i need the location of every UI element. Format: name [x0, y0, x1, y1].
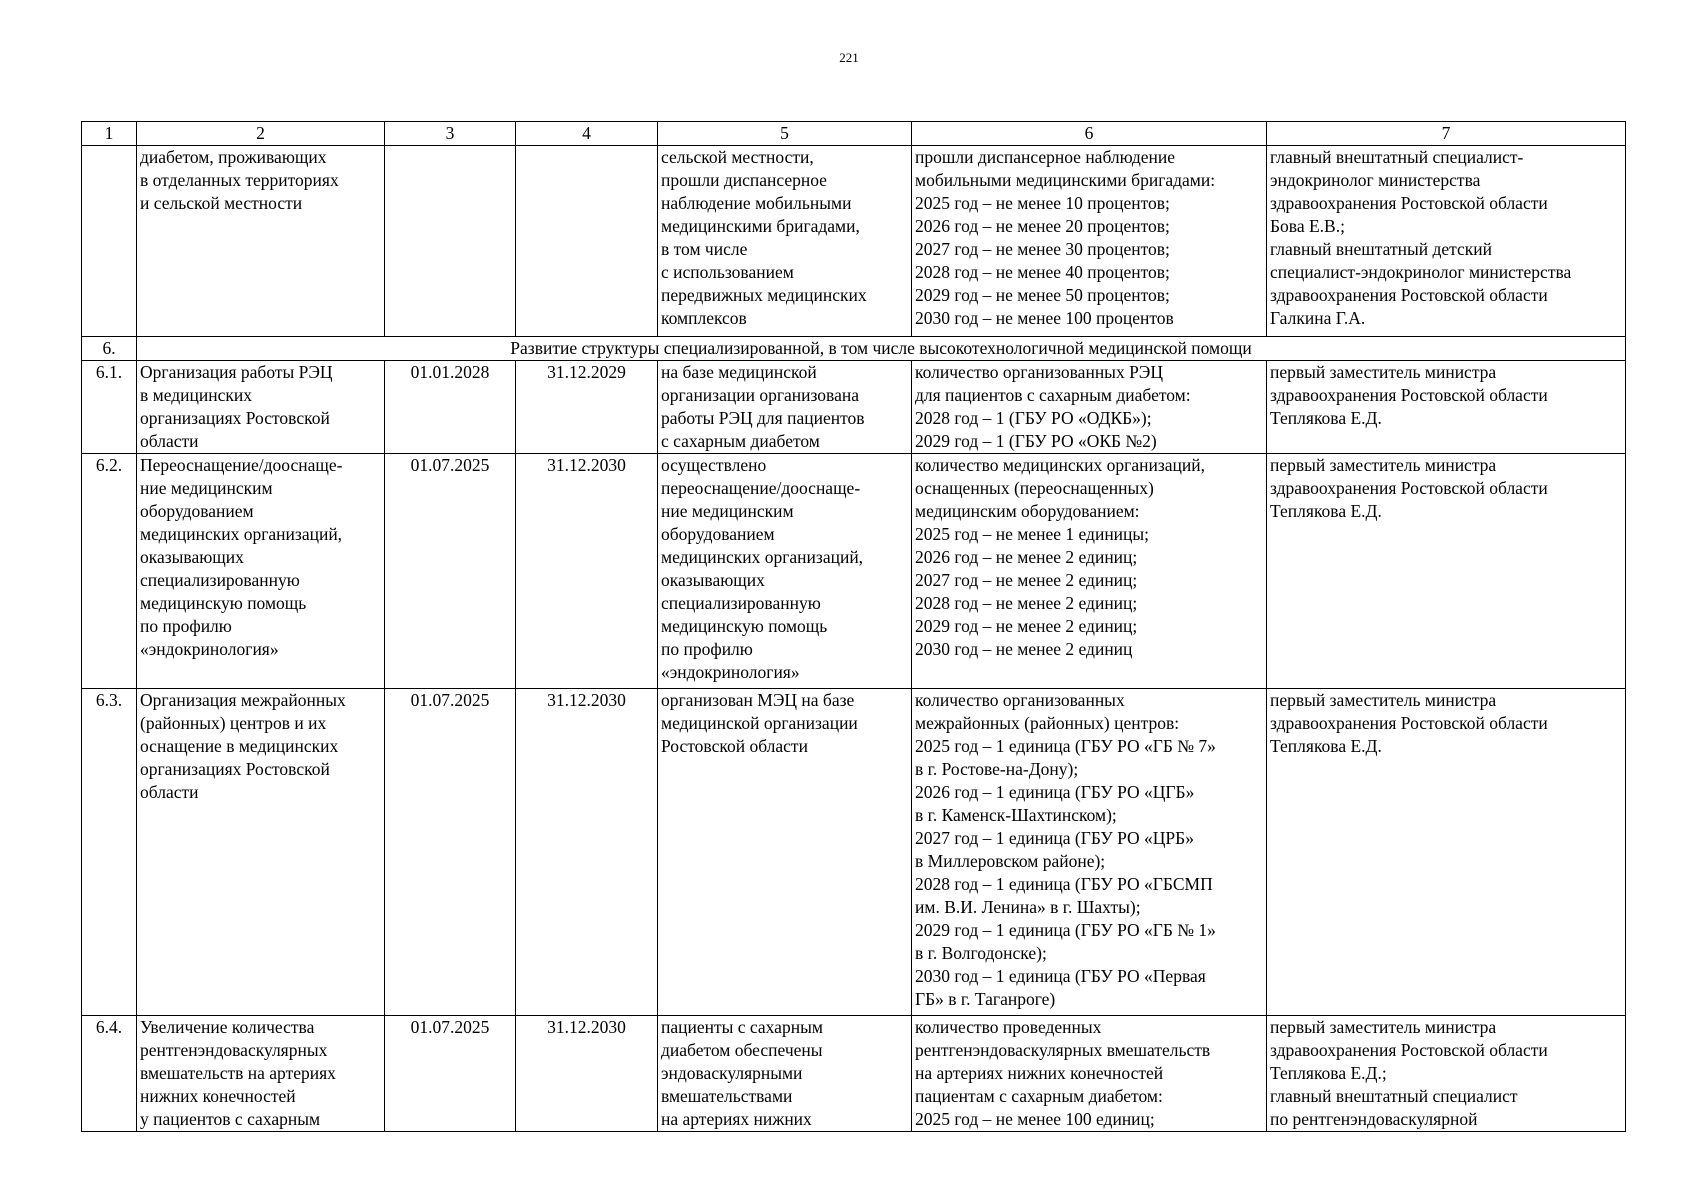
cell-line: оборудованием: [661, 524, 775, 544]
cell-line: 2028 год – не менее 40 процентов;: [915, 262, 1170, 282]
row-number: 6.: [82, 337, 137, 361]
cell-line: в Миллеровском районе);: [915, 851, 1106, 871]
expected-result: [658, 361, 912, 454]
cell-line: 2027 год – не менее 30 процентов;: [915, 239, 1170, 259]
cell-line: по рентгенэндоваскулярной: [1270, 1109, 1478, 1129]
table-row: [82, 361, 1626, 454]
cell-line: осуществлено: [661, 455, 767, 475]
cell-line: Теплякова Е.Д.;: [1270, 1063, 1387, 1083]
table-row: [82, 146, 1626, 337]
measure-name: [137, 454, 385, 689]
indicator: [912, 689, 1267, 1016]
cell-line: организациях Ростовской: [140, 759, 330, 779]
expected-result: [658, 689, 912, 1016]
cell-line: Галкина Г.А.: [1270, 308, 1366, 328]
cell-line: эндокринолог министерства: [1270, 170, 1481, 190]
indicator: [912, 361, 1267, 454]
cell-line: здравоохранения Ростовской области: [1270, 478, 1548, 498]
cell-line: Теплякова Е.Д.: [1270, 501, 1382, 521]
cell-line: 2025 год – не менее 1 единицы;: [915, 524, 1150, 544]
cell-line: на артериях нижних: [661, 1109, 812, 1129]
cell-line: прошли диспансерное: [661, 170, 827, 190]
cell-line: количество проведенных: [915, 1017, 1102, 1037]
cell-line: главный внештатный специалист-: [1270, 147, 1524, 167]
cell-line: Увеличение количества: [140, 1017, 315, 1037]
expected-result: [658, 1016, 912, 1132]
indicator: [912, 146, 1267, 337]
cell-line: 2025 год – не менее 100 единиц;: [915, 1109, 1155, 1129]
column-header: 4: [516, 122, 658, 146]
cell-line: главный внештатный специалист: [1270, 1086, 1518, 1106]
cell-line: первый заместитель министра: [1270, 455, 1497, 475]
cell-line: 2028 год – не менее 2 единиц;: [915, 593, 1138, 613]
cell-line: количество организованных РЭЦ: [915, 362, 1163, 382]
cell-line: по профилю: [140, 616, 232, 636]
cell-line: Переоснащение/дооснаще-: [140, 455, 343, 475]
cell-line: вмешательствами: [661, 1086, 793, 1106]
end-date: 31.12.2030: [516, 1016, 658, 1132]
cell-line: пациентам с сахарным диабетом:: [915, 1086, 1163, 1106]
cell-line: здравоохранения Ростовской области: [1270, 713, 1548, 733]
cell-line: оснащение в медицинских: [140, 736, 339, 756]
cell-line: специалист-эндокринолог министерства: [1270, 262, 1572, 282]
cell-line: первый заместитель министра: [1270, 690, 1497, 710]
cell-line: количество организованных: [915, 690, 1125, 710]
cell-line: 2025 год – не менее 10 процентов;: [915, 193, 1170, 213]
cell-line: «эндокринология»: [661, 662, 800, 682]
cell-line: количество медицинских организаций,: [915, 455, 1205, 475]
cell-line: в г. Ростове-на-Дону);: [915, 759, 1079, 779]
cell-line: межрайонных (районных) центров:: [915, 713, 1180, 733]
indicator: [912, 454, 1267, 689]
cell-line: оборудованием: [140, 501, 254, 521]
cell-line: медицинских организаций,: [661, 547, 864, 567]
cell-line: 2030 год – не менее 2 единиц: [915, 639, 1133, 659]
measures-table: [81, 121, 1626, 1132]
start-date: 01.01.2028: [385, 361, 516, 454]
section-row: [82, 337, 1626, 361]
cell-line: диабетом, проживающих: [140, 147, 327, 167]
start-date: 01.07.2025: [385, 454, 516, 689]
cell-line: диабетом обеспечены: [661, 1040, 823, 1060]
cell-line: Организация работы РЭЦ: [140, 362, 333, 382]
cell-line: на базе медицинской: [661, 362, 817, 382]
cell-line: 2028 год – 1 единица (ГБУ РО «ГБСМП: [915, 874, 1213, 894]
cell-line: медицинскую помощь: [661, 616, 828, 636]
row-number: 6.3.: [82, 689, 137, 1016]
responsible: [1267, 361, 1626, 454]
cell-line: ние медицинским: [140, 478, 273, 498]
expected-result: [658, 454, 912, 689]
column-header: 6: [912, 122, 1267, 146]
cell-line: области: [140, 782, 199, 802]
start-date: 01.07.2025: [385, 1016, 516, 1132]
cell-line: здравоохранения Ростовской области: [1270, 385, 1548, 405]
indicator: [912, 1016, 1267, 1132]
cell-line: на артериях нижних конечностей: [915, 1063, 1164, 1083]
start-date: 01.07.2025: [385, 689, 516, 1016]
cell-line: работы РЭЦ для пациентов: [661, 408, 865, 428]
cell-line: вмешательств на артериях: [140, 1063, 336, 1083]
cell-line: пациенты с сахарным: [661, 1017, 823, 1037]
column-header: 1: [82, 122, 137, 146]
cell-line: рентгенэндоваскулярных вмешательств: [915, 1040, 1211, 1060]
cell-line: комплексов: [661, 308, 747, 328]
cell-line: и сельской местности: [140, 193, 303, 213]
cell-line: медицинскими бригадами,: [661, 216, 860, 236]
cell-line: 2030 год – не менее 100 процентов: [915, 308, 1174, 328]
responsible: [1267, 146, 1626, 337]
cell-line: сельской местности,: [661, 147, 814, 167]
cell-line: в г. Каменск-Шахтинском);: [915, 805, 1117, 825]
cell-line: 2026 год – не менее 2 единиц;: [915, 547, 1138, 567]
column-header: 3: [385, 122, 516, 146]
cell-line: Теплякова Е.Д.: [1270, 408, 1382, 428]
cell-line: медицинскую помощь: [140, 593, 307, 613]
cell-line: 2026 год – 1 единица (ГБУ РО «ЦГБ»: [915, 782, 1195, 802]
page-number: 221: [839, 50, 859, 65]
table-header-row: [82, 122, 1626, 146]
cell-line: с использованием: [661, 262, 794, 282]
cell-line: здравоохранения Ростовской области: [1270, 1040, 1548, 1060]
end-date: [516, 146, 658, 337]
cell-line: оказывающих: [140, 547, 244, 567]
cell-line: главный внештатный детский: [1270, 239, 1493, 259]
row-number: 6.4.: [82, 1016, 137, 1132]
end-date: 31.12.2030: [516, 689, 658, 1016]
column-header: 2: [137, 122, 385, 146]
start-date: [385, 146, 516, 337]
cell-line: 2030 год – 1 единица (ГБУ РО «Первая: [915, 966, 1206, 986]
row-number: [82, 146, 137, 337]
cell-line: здравоохранения Ростовской области: [1270, 285, 1548, 305]
end-date: 31.12.2030: [516, 454, 658, 689]
cell-line: ние медицинским: [661, 501, 794, 521]
cell-line: 2027 год – 1 единица (ГБУ РО «ЦРБ»: [915, 828, 1194, 848]
cell-line: с сахарным диабетом: [661, 431, 820, 451]
column-header: 5: [658, 122, 912, 146]
cell-line: ГБ» в г. Таганроге): [915, 989, 1056, 1009]
measure-name: [137, 689, 385, 1016]
responsible: [1267, 689, 1626, 1016]
cell-line: им. В.И. Ленина» в г. Шахты);: [915, 897, 1141, 917]
cell-line: Теплякова Е.Д.: [1270, 736, 1382, 756]
cell-line: медицинским оборудованием:: [915, 501, 1140, 521]
cell-line: первый заместитель министра: [1270, 1017, 1497, 1037]
cell-line: прошли диспансерное наблюдение: [915, 147, 1176, 167]
cell-line: Ростовской области: [661, 736, 808, 756]
cell-line: мобильными медицинскими бригадами:: [915, 170, 1216, 190]
cell-line: 2029 год – не менее 2 единиц;: [915, 616, 1138, 636]
cell-line: медицинских организаций,: [140, 524, 343, 544]
responsible: [1267, 1016, 1626, 1132]
table-row: [82, 689, 1626, 1016]
cell-line: (районных) центров и их: [140, 713, 327, 733]
cell-line: в том числе: [661, 239, 748, 259]
cell-line: медицинской организации: [661, 713, 858, 733]
responsible: [1267, 454, 1626, 689]
cell-line: 2025 год – 1 единица (ГБУ РО «ГБ № 7»: [915, 736, 1216, 756]
cell-line: в медицинских: [140, 385, 252, 405]
cell-line: 2026 год – не менее 20 процентов;: [915, 216, 1170, 236]
cell-line: в отделанных территориях: [140, 170, 339, 190]
cell-line: Бова Е.В.;: [1270, 216, 1345, 236]
expected-result: [658, 146, 912, 337]
cell-line: специализированную: [661, 593, 821, 613]
cell-line: передвижных медицинских: [661, 285, 867, 305]
cell-line: для пациентов с сахарным диабетом:: [915, 385, 1191, 405]
cell-line: организован МЭЦ на базе: [661, 690, 855, 710]
cell-line: оснащенных (переоснащенных): [915, 478, 1154, 498]
cell-line: организациях Ростовской: [140, 408, 330, 428]
cell-line: 2027 год – не менее 2 единиц;: [915, 570, 1138, 590]
cell-line: в г. Волгодонске);: [915, 943, 1047, 963]
cell-line: у пациентов с сахарным: [140, 1109, 321, 1129]
cell-line: организации организована: [661, 385, 859, 405]
table-row: [82, 454, 1626, 689]
cell-line: области: [140, 431, 199, 451]
section-title: Развитие структуры специализированной, в том числе высокотехнологичной медицинской помощи: [137, 337, 1626, 361]
cell-line: оказывающих: [661, 570, 765, 590]
cell-line: наблюдение мобильными: [661, 193, 852, 213]
cell-line: специализированную: [140, 570, 300, 590]
cell-line: нижних конечностей: [140, 1086, 296, 1106]
row-number: 6.1.: [82, 361, 137, 454]
cell-line: «эндокринология»: [140, 639, 279, 659]
column-header: 7: [1267, 122, 1626, 146]
cell-line: 2029 год – 1 (ГБУ РО «ОКБ №2): [915, 431, 1157, 451]
measure-name: [137, 146, 385, 337]
cell-line: рентгенэндоваскулярных: [140, 1040, 328, 1060]
cell-line: по профилю: [661, 639, 753, 659]
cell-line: 2029 год – 1 единица (ГБУ РО «ГБ № 1»: [915, 920, 1216, 940]
table-row: [82, 1016, 1626, 1132]
measure-name: [137, 1016, 385, 1132]
cell-line: Организация межрайонных: [140, 690, 346, 710]
cell-line: переоснащение/дооснаще-: [661, 478, 861, 498]
cell-line: 2029 год – не менее 50 процентов;: [915, 285, 1170, 305]
measure-name: [137, 361, 385, 454]
cell-line: здравоохранения Ростовской области: [1270, 193, 1548, 213]
end-date: 31.12.2029: [516, 361, 658, 454]
cell-line: эндоваскулярными: [661, 1063, 803, 1083]
cell-line: первый заместитель министра: [1270, 362, 1497, 382]
cell-line: 2028 год – 1 (ГБУ РО «ОДКБ»);: [915, 408, 1152, 428]
row-number: 6.2.: [82, 454, 137, 689]
